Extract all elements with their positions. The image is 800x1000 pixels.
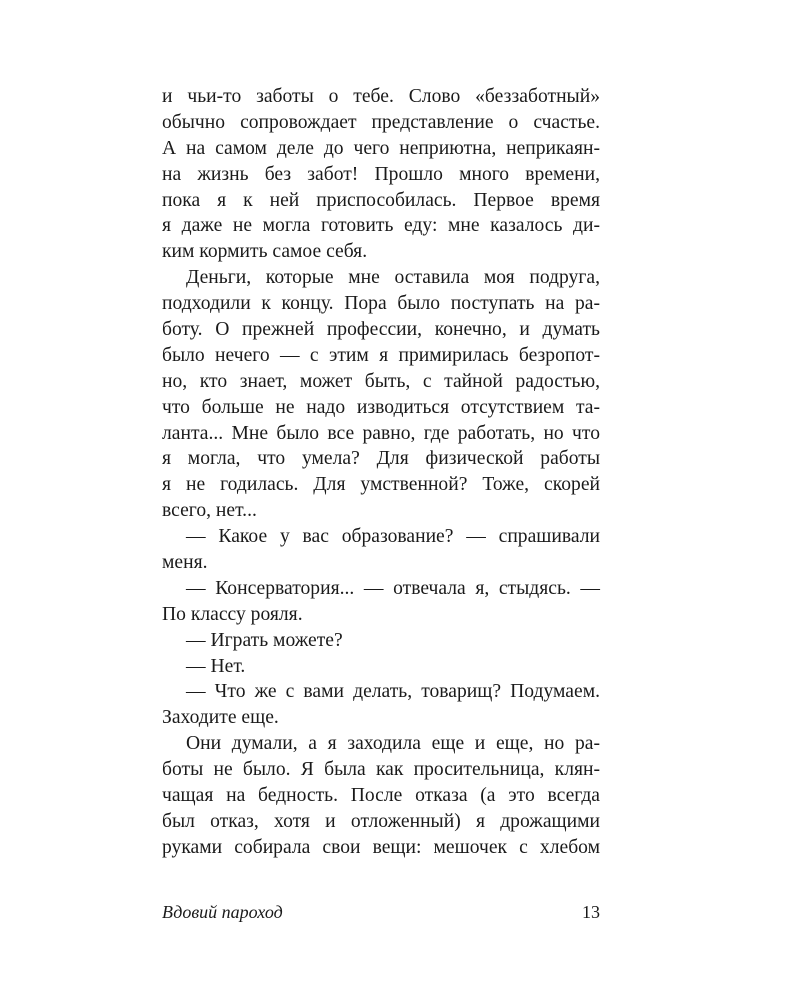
text-line: Они думали, а я заходила еще и еще, но ра- [186,733,600,755]
text-line: меня. [162,552,208,574]
page-footer [162,899,600,925]
text-line: пока я к ней приспособилась. Первое время [162,189,600,211]
text-line: Заходите еще. [162,707,279,729]
text-line: — Консерватория... — отвечала я, стыдясь. — [186,577,600,599]
text-line: руками собирала свои вещи: мешочек с хлебом [162,836,600,858]
text-line: всего, нет... [162,500,257,522]
text-line: ланта... Мне было все равно, где работать, но что [162,422,600,444]
text-line: я даже не могла готовить еду: мне казалось ди- [162,215,600,237]
text-line: подходили к концу. Пора было поступать на ра- [162,293,600,315]
text-line: ким кормить самое себя. [162,241,368,263]
text-line: — Играть можете? [186,629,343,651]
text-line: обычно сопровождает представление о счастье. [162,111,600,133]
text-line: боту. О прежней профессии, конечно, и думать [162,319,600,341]
text-line: был отказ, хотя и отложенный) я дрожащими [162,810,600,832]
text-line: Деньги, которые мне оставила моя подруга, [186,267,600,289]
text-line: — Нет. [186,655,246,677]
text-line: По классу рояля. [162,603,303,625]
text-line: на жизнь без забот! Прошло много времени, [162,163,600,185]
page-body [162,84,600,861]
text-line: и чьи-то заботы о тебе. Слово «беззаботный» [162,86,600,107]
text-line: боты не было. Я была как просительница, клян- [162,759,600,781]
text-line: что больше не надо изводиться отсутствием та- [162,396,600,418]
page-number: 13 [582,902,600,922]
text-line: чащая на бедность. После отказа (а это всегда [162,785,600,807]
text-line: — Какое у вас образование? — спрашивали [186,526,600,548]
text-line: я не годилась. Для умственной? Тоже, скорей [162,474,600,496]
text-line: было нечего — с этим я примирилась безропот- [162,344,600,366]
text-line: А на самом деле до чего неприютна, неприкаян- [162,137,600,159]
text-line: но, кто знает, может быть, с тайной радостью, [162,370,600,392]
text-line: — Что же с вами делать, товарищ? Подумаем. [186,681,600,703]
text-line: я могла, что умела? Для физической работы [162,448,600,470]
running-title: Вдовий пароход [162,902,283,922]
